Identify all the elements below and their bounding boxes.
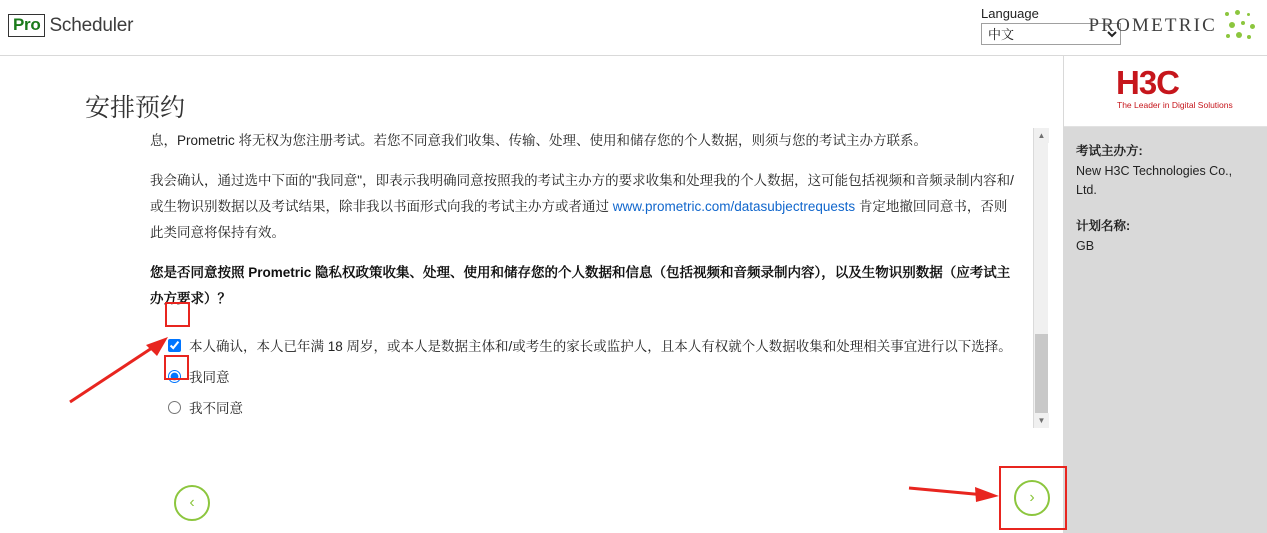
consent-scrollbar[interactable] (1033, 128, 1048, 428)
sponsor-value: New H3C Technologies Co., Ltd. (1076, 164, 1233, 197)
consent-agree-radio[interactable] (168, 370, 181, 383)
h3c-tagline: The Leader in Digital Solutions (1117, 100, 1233, 110)
consent-paragraph-2 (150, 168, 1019, 246)
next-button[interactable]: › (1014, 480, 1050, 516)
language-label: Language (981, 6, 1039, 21)
prometric-brand (1088, 10, 1257, 44)
consent-content (150, 128, 1025, 427)
consent-paragraph-2-part-b: 肯定地撤回同意书，否则此类同意将保持有效。 (150, 199, 1008, 240)
app-header (0, 0, 1267, 56)
consent-question: 您是否同意按照 Prometric 隐私权政策收集、处理、使用和储存您的个人数据和信息（包括视频和音频录制内容），以及生物识别数据（应考试主办方要求）？ (150, 265, 1011, 306)
scroll-up-icon[interactable]: ▲ (1034, 128, 1049, 143)
program-label: 计划名称: (1076, 219, 1131, 233)
data-subject-requests-link[interactable]: www.prometric.com/datasubjectrequests (612, 199, 856, 214)
sponsor-label: 考试主办方: (1076, 144, 1143, 158)
scroll-down-icon[interactable]: ▼ (1034, 413, 1049, 428)
consent-disagree-label: 我不同意 (189, 401, 243, 416)
prometric-wordmark: PROMETRIC (1088, 15, 1217, 36)
annotation-arrow-to-next (905, 470, 1005, 518)
consent-agree-row[interactable] (150, 365, 1019, 390)
logo-badge-pro: Pro (8, 14, 45, 37)
program-value: GB (1076, 239, 1095, 253)
logo-word-scheduler: Scheduler (49, 14, 134, 36)
scrollbar-thumb[interactable] (1035, 334, 1048, 418)
sidebar-details (1064, 127, 1267, 533)
age-confirmation-label: 本人确认，本人已年满 18 周岁，或本人是数据主体和/或考生的家长或监护人，且本人有权就个人数据收集和处理相关事宜进行以下选择。 (189, 339, 1012, 354)
consent-scroll-panel[interactable] (150, 128, 1048, 428)
consent-paragraph-2-part-a: 我会确认，通过选中下面的"我同意"，即表示我明确同意按照我的考试主办方的要求收集和处理我的个人数据，这可能包括视频和音频录制内容和/或生物识别数据以及考试结果，除非我以书面形式向我的考试主办方或者通过 (150, 173, 1014, 214)
consent-disagree-radio[interactable] (168, 401, 181, 414)
previous-button[interactable]: ‹ (174, 485, 210, 521)
prometric-dots-icon (1223, 10, 1257, 44)
h3c-wordmark: H3C (1116, 64, 1180, 101)
age-confirmation-checkbox[interactable] (168, 339, 181, 352)
right-sidebar (1063, 56, 1267, 533)
consent-agree-label: 我同意 (189, 370, 230, 385)
page-title: 安排预约 (85, 94, 186, 122)
app-logo[interactable] (8, 14, 133, 37)
consent-disagree-row[interactable] (150, 396, 1019, 421)
sponsor-logo (1064, 56, 1267, 127)
age-confirmation-row[interactable] (150, 334, 1019, 359)
consent-paragraph-1: 息，Prometric 将无权为您注册考试。若您不同意我们收集、传输、处理、使用和储存您的个人数据，则须与您的考试主办方联系。 (150, 133, 928, 148)
